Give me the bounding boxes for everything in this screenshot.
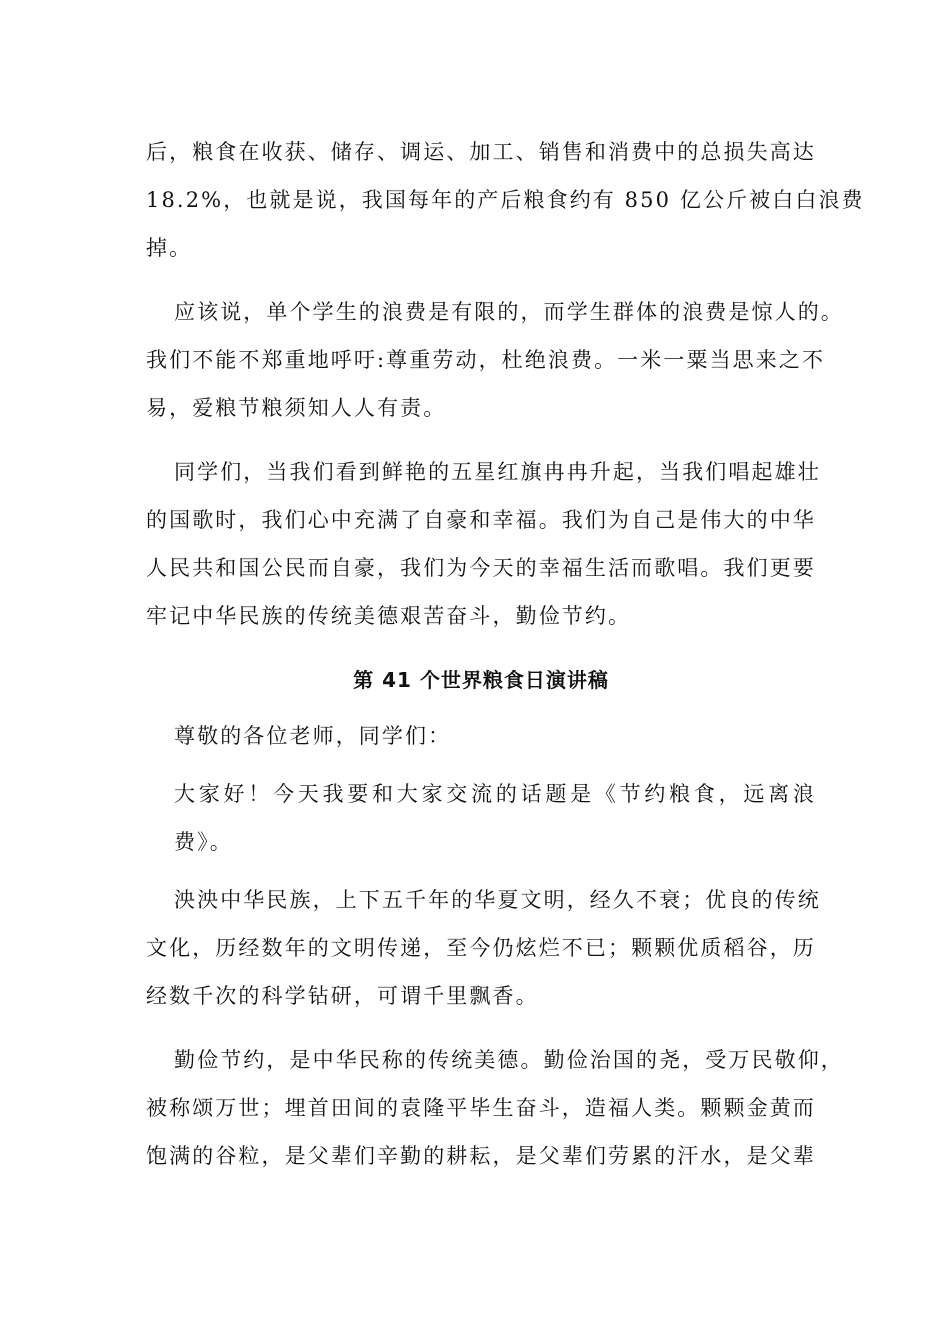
text-line: 人民共和国公民而自豪，我们为今天的幸福生活而歌唱。我们更要 bbox=[146, 556, 816, 580]
text-line: 后，粮食在收获、储存、调运、加工、销售和消费中的总损失高达 bbox=[146, 140, 816, 164]
text-line: 被称颂万世；埋首田间的袁隆平毕生奋斗，造福人类。颗颗金黄而 bbox=[146, 1096, 816, 1120]
speech-title: 第 41 个世界粮食日演讲稿 bbox=[353, 668, 609, 692]
text-line: 牢记中华民族的传统美德艰苦奋斗，勤俭节约。 bbox=[146, 604, 632, 628]
text-line: 的国歌时，我们心中充满了自豪和幸福。我们为自己是伟大的中华 bbox=[146, 508, 816, 532]
text-line: 18.2%，也就是说，我国每年的产后粮食约有 850 亿公斤被白白浪费 bbox=[146, 188, 865, 212]
text-line: 经数千次的科学钻研，可谓千里飘香。 bbox=[146, 984, 539, 1008]
document-body bbox=[146, 128, 865, 1196]
intro-line: 大家好！今天我要和大家交流的话题是《节约粮食，远离浪费》。 bbox=[174, 782, 816, 854]
greeting-line: 尊敬的各位老师，同学们： bbox=[174, 724, 452, 748]
text-line: 掉。 bbox=[146, 236, 193, 260]
text-line: 饱满的谷粒，是父辈们辛勤的耕耘，是父辈们劳累的汗水，是父辈 bbox=[146, 1144, 816, 1168]
text-line: 同学们，当我们看到鲜艳的五星红旗冉冉升起，当我们唱起雄壮 bbox=[174, 460, 821, 484]
paragraph-student-waste bbox=[146, 288, 844, 432]
text-line: 泱泱中华民族，上下五千年的华夏文明，经久不衰；优良的传统 bbox=[174, 888, 821, 912]
text-line: 易，爱粮节粮须知人人有责。 bbox=[146, 396, 447, 420]
paragraph-thrift bbox=[146, 1036, 844, 1180]
text-line: 我们不能不郑重地呼吁:尊重劳动，杜绝浪费。一米一粟当思来之不 bbox=[146, 348, 826, 372]
paragraph-food-loss bbox=[146, 128, 865, 272]
text-line: 文化，历经数年的文明传递，至今仍炫烂不已；颗颗优质稻谷，历 bbox=[146, 936, 816, 960]
text-line: 勤俭节约，是中华民称的传统美德。勤俭治国的尧，受万民敬仰， bbox=[174, 1048, 844, 1072]
text-line: 应该说，单个学生的浪费是有限的，而学生群体的浪费是惊人的。 bbox=[174, 300, 844, 324]
paragraph-civilization bbox=[146, 876, 821, 1020]
paragraph-national-pride bbox=[146, 448, 821, 640]
